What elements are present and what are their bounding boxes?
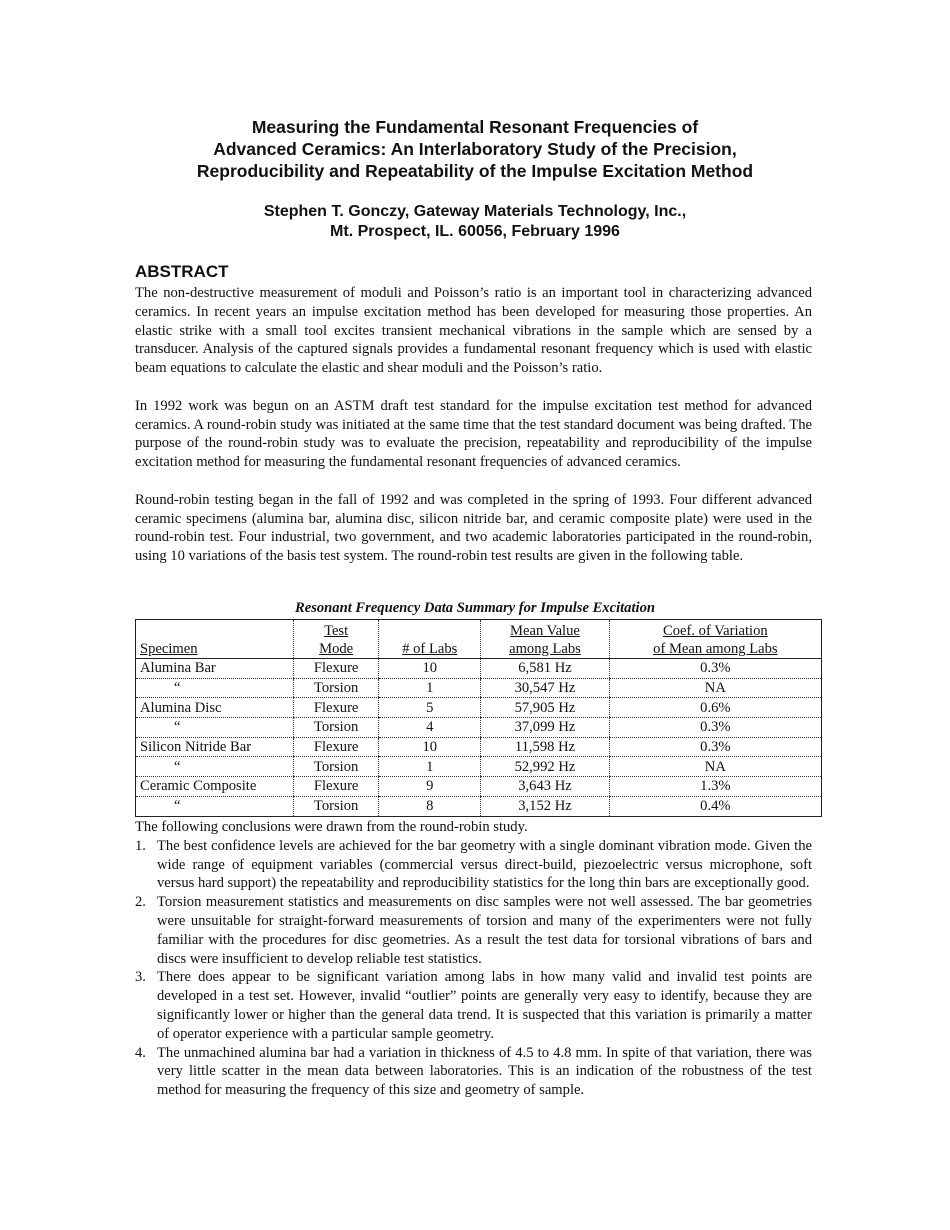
table-cell: Torsion [294, 757, 379, 777]
table-cell: 0.6% [609, 698, 821, 718]
author-line: Stephen T. Gonczy, Gateway Materials Technology, Inc., [263, 203, 687, 220]
table-caption: Resonant Frequency Data Summary for Impulse Excitation [294, 600, 656, 616]
column-header [481, 620, 609, 659]
header-line: # of Labs [402, 641, 458, 657]
conclusion-item [135, 893, 812, 968]
table-cell: “ [136, 757, 294, 777]
table-cell: Alumina Bar [136, 659, 294, 679]
paper-title [0, 116, 950, 182]
table-cell: 1.3% [609, 777, 821, 797]
header-line: Coef. of Variation [663, 623, 768, 639]
table-cell: 0.3% [609, 718, 821, 738]
table-cell: 10 [379, 737, 481, 757]
table-cell: 10 [379, 659, 481, 679]
table-cell: 0.3% [609, 659, 821, 679]
table-cell: 5 [379, 698, 481, 718]
table-row [136, 796, 822, 816]
table-cell: Torsion [294, 718, 379, 738]
title-line: Advanced Ceramics: An Interlaboratory Study of the Precision, [213, 139, 737, 159]
table-cell: Alumina Disc [136, 698, 294, 718]
header-line: of Mean among Labs [653, 641, 778, 657]
conclusions-intro: The following conclusions were drawn from the round-robin study. [135, 819, 528, 835]
author-line: Mt. Prospect, IL. 60056, February 1996 [330, 223, 620, 240]
table-cell: “ [136, 718, 294, 738]
table-cell: Torsion [294, 796, 379, 816]
table-cell: 6,581 Hz [481, 659, 609, 679]
abstract-heading: ABSTRACT [135, 262, 229, 281]
conclusions [135, 818, 812, 1100]
table-cell: 8 [379, 796, 481, 816]
table-cell: 4 [379, 718, 481, 738]
table-cell: 1 [379, 757, 481, 777]
table-cell: 57,905 Hz [481, 698, 609, 718]
table-row [136, 718, 822, 738]
item-number: 3. [135, 969, 146, 986]
conclusion-item [135, 837, 812, 893]
table-cell: 37,099 Hz [481, 718, 609, 738]
item-text: There does appear to be significant variation among labs in how many valid and invalid test points are developed in a test set. However, invalid “outlier” points are generally very easy to identify, because they are significantly lower or higher than the general data trend. It is suspected that this variation is primarily a matter of operator experience with a particular sample geometry. [157, 969, 812, 1042]
table-cell: Ceramic Composite [136, 777, 294, 797]
header-line: Mean Value [510, 623, 580, 639]
table-row [136, 698, 822, 718]
column-header [294, 620, 379, 659]
header-line: Specimen [140, 641, 198, 657]
table-cell: 11,598 Hz [481, 737, 609, 757]
table-cell: 9 [379, 777, 481, 797]
table-cell: 0.3% [609, 737, 821, 757]
table-cell: 0.4% [609, 796, 821, 816]
table-cell: Flexure [294, 737, 379, 757]
table-cell: Torsion [294, 678, 379, 698]
item-number: 1. [135, 837, 146, 854]
table-cell: “ [136, 678, 294, 698]
table-cell: NA [609, 678, 821, 698]
table-cell: 3,643 Hz [481, 777, 609, 797]
header-line: Mode [319, 641, 354, 657]
table-cell: 52,992 Hz [481, 757, 609, 777]
paragraph: The non-destructive measurement of moduli and Poisson’s ratio is an important tool in characterizing advanced ceramics. In recent years an impulse excitation method has been developed for measuring those properties. An elastic strike with a small tool excites transient mechanical vibrations in the sample which are sensed by a transducer. Analysis of the captured signals provides a fundamental resonant frequency which is used with elastic beam equations to calculate the elastic and shear moduli and the Poisson’s ratio. [135, 285, 812, 377]
conclusion-item [135, 968, 812, 1043]
table-row [136, 777, 822, 797]
paragraph: Round-robin testing began in the fall of 1992 and was completed in the spring of 1993. Four different advanced ceramic specimens (alumina bar, alumina disc, silicon nitride bar, and ceramic composite plate) were used in the round-robin test. Four industrial, two government, and two academic laboratories participated in the round-robin, using 10 variations of the basis test system. The round-robin test results are given in the following table. [135, 491, 812, 565]
header-line: among Labs [509, 641, 581, 657]
table-cell: Flexure [294, 659, 379, 679]
table-cell: Flexure [294, 698, 379, 718]
table-cell: Flexure [294, 777, 379, 797]
title-line: Measuring the Fundamental Resonant Frequencies of [251, 117, 699, 137]
column-header [136, 620, 294, 659]
table-row [136, 757, 822, 777]
abstract-body [135, 284, 812, 585]
column-header [379, 620, 481, 659]
table-row [136, 737, 822, 757]
table-row [136, 678, 822, 698]
table-row [136, 659, 822, 679]
author-block [0, 202, 950, 242]
item-text: The unmachined alumina bar had a variation in thickness of 4.5 to 4.8 mm. In spite of that variation, there was very little scatter in the mean data between laboratories. This is an indication of the robustness of the test method for measuring the frequency of this size and geometry of sample. [157, 1044, 812, 1099]
item-text: Torsion measurement statistics and measurements on disc samples were not well assessed. The bar geometries were unsuitable for straight-forward measurements of torsion and many of the experimenters were not fully familiar with the procedures for disc geometries. As a result the test data for torsional vibrations of bars and discs were insufficient to develop reliable test statistics. [157, 894, 812, 967]
table-cell: Silicon Nitride Bar [136, 737, 294, 757]
results-table [135, 619, 822, 817]
column-header [609, 620, 821, 659]
table-cell: NA [609, 757, 821, 777]
conclusion-item [135, 1044, 812, 1100]
item-number: 2. [135, 894, 146, 911]
table-cell: 30,547 Hz [481, 678, 609, 698]
item-text: The best confidence levels are achieved for the bar geometry with a single dominant vibration mode. Given the wide range of equipment variables (commercial versus direct-build, piezoelectric versus microphone, soft versus hard support) the repeatability and reproducibility statistics for the long thin bars are exceptionally good. [157, 837, 812, 892]
table-cell: 3,152 Hz [481, 796, 609, 816]
header-line: Test [324, 623, 349, 639]
table-cell: “ [136, 796, 294, 816]
paragraph: In 1992 work was begun on an ASTM draft test standard for the impulse excitation test method for advanced ceramics. A round-robin study was initiated at the same time that the test standard document was being drafted. The purpose of the round-robin study was to evaluate the precision, repeatability and reproducibility of the impulse excitation method for measuring the fundamental resonant frequencies of advanced ceramics. [135, 397, 812, 471]
item-number: 4. [135, 1044, 146, 1061]
title-line: Reproducibility and Repeatability of the Impulse Excitation Method [196, 161, 754, 181]
table-cell: 1 [379, 678, 481, 698]
